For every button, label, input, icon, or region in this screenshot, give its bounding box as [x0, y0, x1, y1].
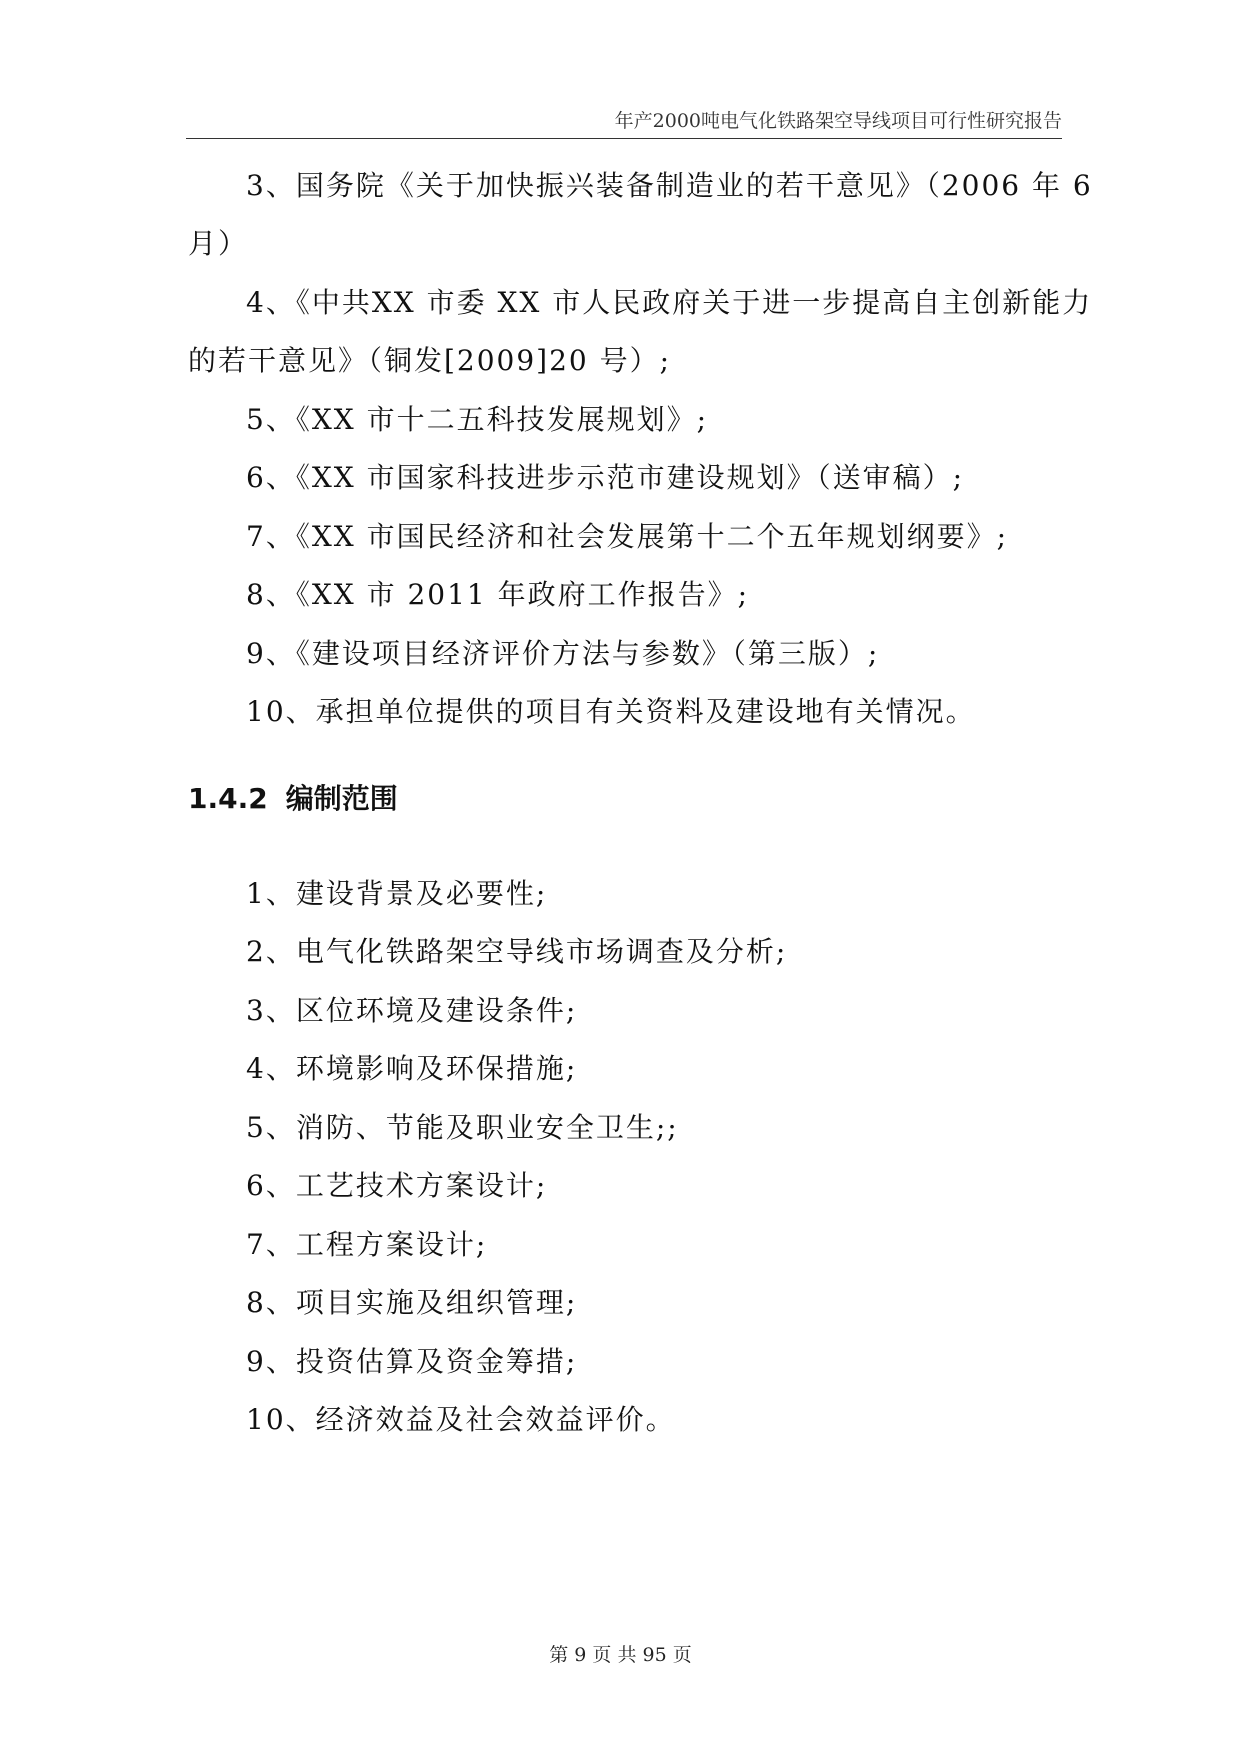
- basis-item: 5、《XX 市十二五科技发展规划》;: [246, 403, 709, 436]
- scope-item: 1、建设背景及必要性;: [246, 877, 548, 910]
- basis-item: 7、《XX 市国民经济和社会发展第十二个五年规划纲要》;: [246, 520, 1009, 553]
- scope-item: 8、项目实施及组织管理;: [246, 1286, 578, 1319]
- basis-item: 10、承担单位提供的项目有关资料及建设地有关情况。: [246, 695, 976, 728]
- scope-item: 10、经济效益及社会效益评价。: [246, 1403, 676, 1436]
- section-number: 1.4.2: [188, 782, 268, 815]
- page-number-footer: 第 9 页 共 95 页: [549, 1644, 692, 1666]
- basis-item: 4、《中共XX 市委 XX 市人民政府关于进一步提高自主创新能力: [246, 286, 1093, 319]
- basis-item: 3、国务院《关于加快振兴装备制造业的若干意见》（2006 年 6: [246, 169, 1093, 202]
- basis-item-continuation: 的若干意见》（铜发[2009]20 号）;: [188, 344, 672, 377]
- scope-item: 2、电气化铁路架空导线市场调查及分析;: [246, 935, 788, 968]
- scope-item: 6、工艺技术方案设计;: [246, 1169, 548, 1202]
- scope-item: 3、区位环境及建设条件;: [246, 994, 578, 1027]
- scope-item: 9、投资估算及资金筹措;: [246, 1345, 578, 1378]
- basis-item-continuation: 月）: [188, 227, 249, 260]
- header-rule: [186, 138, 1062, 139]
- scope-item: 4、环境影响及环保措施;: [246, 1052, 578, 1085]
- scope-item: 5、消防、节能及职业安全卫生;;: [246, 1111, 679, 1144]
- running-header: 年产2000吨电气化铁路架空导线项目可行性研究报告: [614, 110, 1062, 132]
- section-title: 编制范围: [285, 782, 398, 815]
- basis-item: 6、《XX 市国家科技进步示范市建设规划》（送审稿）;: [246, 461, 965, 494]
- basis-item: 8、《XX 市 2011 年政府工作报告》;: [246, 578, 750, 611]
- section-heading: [188, 782, 398, 815]
- scope-item: 7、工程方案设计;: [246, 1228, 488, 1261]
- basis-item: 9、《建设项目经济评价方法与参数》（第三版）;: [246, 637, 880, 670]
